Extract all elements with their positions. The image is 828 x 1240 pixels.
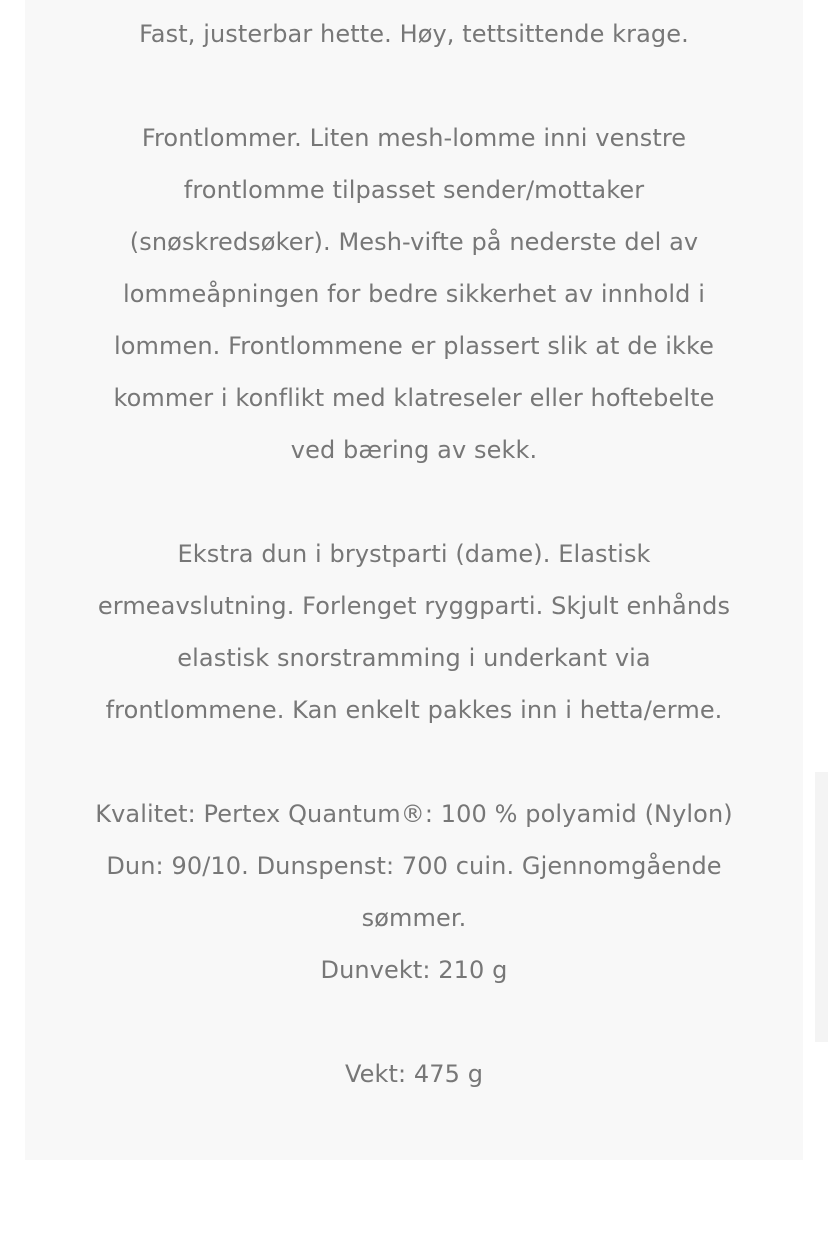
description-line: lommen. Frontlommene er plassert slik at de ikke	[114, 332, 714, 360]
description-line: frontlomme tilpasset sender/mottaker	[183, 176, 645, 204]
description-line: (snøskredsøker). Mesh-vifte på nederste del av	[129, 228, 699, 256]
description-hood	[25, 8, 803, 60]
description-line: Fast, justerbar hette. Høy, tettsittende krage.	[139, 20, 689, 48]
description-line: frontlommene. Kan enkelt pakkes inn i hetta/erme.	[105, 696, 723, 724]
description-line: Dunvekt: 210 g	[320, 956, 508, 984]
description-features	[25, 528, 803, 736]
description-line: Frontlommer. Liten mesh-lomme inni venstre	[141, 124, 687, 152]
description-pockets	[25, 112, 803, 476]
description-line: kommer i konflikt med klatreseler eller hoftebelte	[113, 384, 715, 412]
product-description-panel	[25, 0, 803, 1160]
scrollbar[interactable]	[815, 772, 828, 1042]
description-line: Ekstra dun i brystparti (dame). Elastisk	[177, 540, 651, 568]
description-line: Dun: 90/10. Dunspenst: 700 cuin. Gjennomgående	[106, 852, 722, 880]
description-line: Kvalitet: Pertex Quantum®: 100 % polyamid (Nylon)	[95, 800, 733, 828]
description-line: lommeåpningen for bedre sikkerhet av innhold i	[122, 280, 705, 308]
description-line: elastisk snorstramming i underkant via	[177, 644, 651, 672]
description-line: sømmer.	[361, 904, 467, 932]
description-line: ermeavslutning. Forlenget ryggparti. Skjult enhånds	[97, 592, 731, 620]
description-material	[25, 788, 803, 996]
description-line: Vekt: 475 g	[344, 1060, 484, 1088]
description-line: ved bæring av sekk.	[290, 436, 538, 464]
description-weight	[25, 1048, 803, 1100]
